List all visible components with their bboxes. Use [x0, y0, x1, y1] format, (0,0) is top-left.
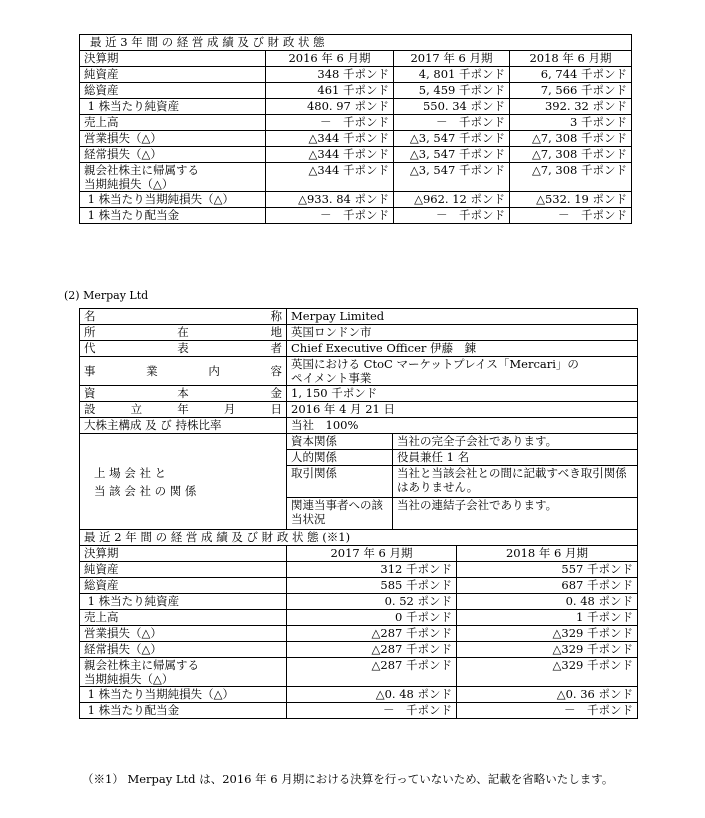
label-char: 表: [177, 341, 189, 355]
relation-value: 役員兼任 1 名: [393, 450, 638, 466]
cell: △7, 308 千ポンド: [510, 147, 632, 163]
cell: 480. 97 ポンド: [266, 99, 394, 115]
table-row: [80, 626, 638, 642]
cell: △329 千ポンド: [457, 626, 638, 642]
table-row: [80, 658, 638, 687]
header-cell: 2018 年 6 月期: [510, 51, 632, 67]
table-row: [80, 208, 632, 224]
cell: 0 千ポンド: [287, 610, 457, 626]
label-char: 所: [84, 325, 96, 339]
profile-label: 大株主構成 及 び 持株比率: [80, 418, 287, 434]
relation-label-line: 上 場 会 社 と: [94, 465, 167, 480]
table-row: [80, 115, 632, 131]
profile-value: 英国ロンドン市: [287, 325, 638, 341]
row-label: 総資産: [80, 83, 266, 99]
footnote: （※1） Merpay Ltd は、2016 年 6 月期における決算を行っていないため、記載を省略いたします。: [82, 772, 614, 786]
label-char: 名: [84, 309, 96, 323]
profile-value-line: 英国における CtoC マーケットプレイス「Mercari」の: [291, 357, 579, 371]
label-char: 在: [177, 325, 189, 339]
cell: △3, 547 千ポンド: [394, 131, 510, 147]
table-title: 最 近 3 年 間 の 経 営 成 績 及 び 財 政 状 態: [80, 35, 632, 51]
relation-key: 資本関係: [287, 434, 393, 450]
relation-label: [80, 434, 287, 530]
cell: － 千ポンド: [457, 703, 638, 719]
label-char: 設: [84, 402, 96, 416]
header-cell: 決算期: [80, 546, 287, 562]
cell: △7, 308 千ポンド: [510, 131, 632, 147]
cell: △329 千ポンド: [457, 642, 638, 658]
table-row: [80, 131, 632, 147]
row-label: 1 株当たり配当金: [80, 208, 266, 224]
row-label-line: 親会社株主に帰属する: [84, 163, 199, 177]
cell: 312 千ポンド: [287, 562, 457, 578]
row-label: 1 株当たり当期純損失（△）: [80, 192, 266, 208]
table-row: [80, 147, 632, 163]
cell: △344 千ポンド: [266, 163, 394, 192]
relation-key: 関連当事者への該当状況: [287, 498, 393, 530]
profile-value: Merpay Limited: [287, 309, 638, 325]
relation-value: 当社と当該会社との間に記載すべき取引関係はありません。: [393, 466, 638, 498]
merpay-company-table: [79, 308, 638, 546]
table-row: [80, 99, 632, 115]
cell: △344 千ポンド: [266, 147, 394, 163]
table-row: [80, 67, 632, 83]
row-label: 総資産: [80, 578, 287, 594]
table-header-row: [80, 51, 632, 67]
cell: 0. 48 ポンド: [457, 594, 638, 610]
table-title: 最 近 2 年 間 の 経 営 成 績 及 び 財 政 状 態 (※1): [80, 530, 638, 546]
label-char: 事: [84, 364, 96, 378]
table-row: [80, 562, 638, 578]
cell: △962. 12 ポンド: [394, 192, 510, 208]
relation-value: 当社の完全子会社であります。: [393, 434, 638, 450]
header-cell: 2017 年 6 月期: [287, 546, 457, 562]
cell: 687 千ポンド: [457, 578, 638, 594]
profile-label: [80, 309, 287, 325]
table-row: [80, 578, 638, 594]
label-char: 月: [223, 402, 236, 416]
cell: 392. 32 ポンド: [510, 99, 632, 115]
cell: 1 千ポンド: [457, 610, 638, 626]
row-label: 経常損失（△）: [80, 642, 287, 658]
profile-value: 2016 年 4 月 21 日: [287, 402, 638, 418]
profile-value: 当社 100%: [287, 418, 638, 434]
label-char: 内: [208, 364, 220, 378]
profile-row: [80, 402, 638, 418]
row-label: 1 株当たり純資産: [80, 99, 266, 115]
label-char: 資: [84, 386, 96, 400]
cell: 557 千ポンド: [457, 562, 638, 578]
relation-row: [80, 434, 638, 450]
label-char: 年: [177, 402, 189, 416]
row-label: 経常損失（△）: [80, 147, 266, 163]
cell: △0. 48 ポンド: [287, 687, 457, 703]
label-char: 日: [270, 402, 282, 416]
relation-value: 当社の連結子会社であります。: [393, 498, 638, 530]
profile-label: [80, 402, 287, 418]
row-label-line: 当期純損失（△）: [84, 672, 174, 686]
header-cell: 2016 年 6 月期: [266, 51, 394, 67]
cell: 461 千ポンド: [266, 83, 394, 99]
row-label: 売上高: [80, 115, 266, 131]
cell: － 千ポンド: [394, 115, 510, 131]
row-label: 純資産: [80, 67, 266, 83]
header-cell: 2018 年 6 月期: [457, 546, 638, 562]
header-cell: 決算期: [80, 51, 266, 67]
relation-key: 取引関係: [287, 466, 393, 498]
cell: 550. 34 ポンド: [394, 99, 510, 115]
profile-label: [80, 386, 287, 402]
label-char: 本: [177, 386, 189, 400]
profile-label: [80, 341, 287, 357]
label-char: 金: [270, 386, 282, 400]
table-row: [80, 687, 638, 703]
profile-value: [287, 357, 638, 386]
cell: － 千ポンド: [266, 208, 394, 224]
row-label: 1 株当たり純資産: [80, 594, 287, 610]
profile-row: [80, 309, 638, 325]
row-label: 1 株当たり当期純損失（△）: [80, 687, 287, 703]
label-char: 地: [270, 325, 282, 339]
cell: － 千ポンド: [266, 115, 394, 131]
label-char: 容: [270, 364, 282, 378]
cell: 6, 744 千ポンド: [510, 67, 632, 83]
label-char: 業: [146, 364, 158, 378]
cell: △287 千ポンド: [287, 658, 457, 687]
cell: － 千ポンド: [287, 703, 457, 719]
cell: 7, 566 千ポンド: [510, 83, 632, 99]
label-char: 称: [270, 309, 282, 323]
cell: △7, 308 千ポンド: [510, 163, 632, 192]
cell: △287 千ポンド: [287, 642, 457, 658]
table-row: [80, 703, 638, 719]
row-label: 営業損失（△）: [80, 131, 266, 147]
cell: － 千ポンド: [394, 208, 510, 224]
relation-key: 人的関係: [287, 450, 393, 466]
cell: 3 千ポンド: [510, 115, 632, 131]
row-label: [80, 163, 266, 192]
cell: △933. 84 ポンド: [266, 192, 394, 208]
table-row: [80, 642, 638, 658]
cell: △329 千ポンド: [457, 658, 638, 687]
table-row: [80, 192, 632, 208]
row-label: 純資産: [80, 562, 287, 578]
profile-row: [80, 386, 638, 402]
cell: 348 千ポンド: [266, 67, 394, 83]
cell: △3, 547 千ポンド: [394, 147, 510, 163]
table-row: [80, 83, 632, 99]
relation-label-line: 当 該 会 社 の 関 係: [94, 483, 197, 498]
profile-row: [80, 341, 638, 357]
table-row: [80, 610, 638, 626]
three-year-financials-table: [79, 34, 632, 224]
profile-value: Chief Executive Officer 伊藤 錬: [287, 341, 638, 357]
profile-value: 1, 150 千ポンド: [287, 386, 638, 402]
cell: 5, 459 千ポンド: [394, 83, 510, 99]
cell: △287 千ポンド: [287, 626, 457, 642]
cell: △0. 36 ポンド: [457, 687, 638, 703]
profile-row: [80, 325, 638, 341]
row-label-line: 親会社株主に帰属する: [84, 658, 199, 672]
row-label-line: 当期純損失（△）: [84, 177, 174, 191]
table-header-row: [80, 546, 638, 562]
cell: 585 千ポンド: [287, 578, 457, 594]
cell: － 千ポンド: [510, 208, 632, 224]
label-char: 立: [130, 402, 143, 416]
table-row: [80, 594, 638, 610]
profile-label: [80, 325, 287, 341]
profile-label: [80, 357, 287, 386]
header-cell: 2017 年 6 月期: [394, 51, 510, 67]
cell: △344 千ポンド: [266, 131, 394, 147]
cell: △3, 547 千ポンド: [394, 163, 510, 192]
profile-value-line: ペイメント事業: [291, 371, 372, 385]
cell: 0. 52 ポンド: [287, 594, 457, 610]
row-label: 1 株当たり配当金: [80, 703, 287, 719]
row-label: [80, 658, 287, 687]
label-char: 代: [84, 341, 96, 355]
two-year-financials-table: [79, 545, 638, 719]
table-row: [80, 163, 632, 192]
row-label: 売上高: [80, 610, 287, 626]
row-label: 営業損失（△）: [80, 626, 287, 642]
profile-row: [80, 357, 638, 386]
cell: △532. 19 ポンド: [510, 192, 632, 208]
profile-row: [80, 418, 638, 434]
section-heading: (2) Merpay Ltd: [64, 289, 149, 302]
label-char: 者: [270, 341, 282, 355]
cell: 4, 801 千ポンド: [394, 67, 510, 83]
